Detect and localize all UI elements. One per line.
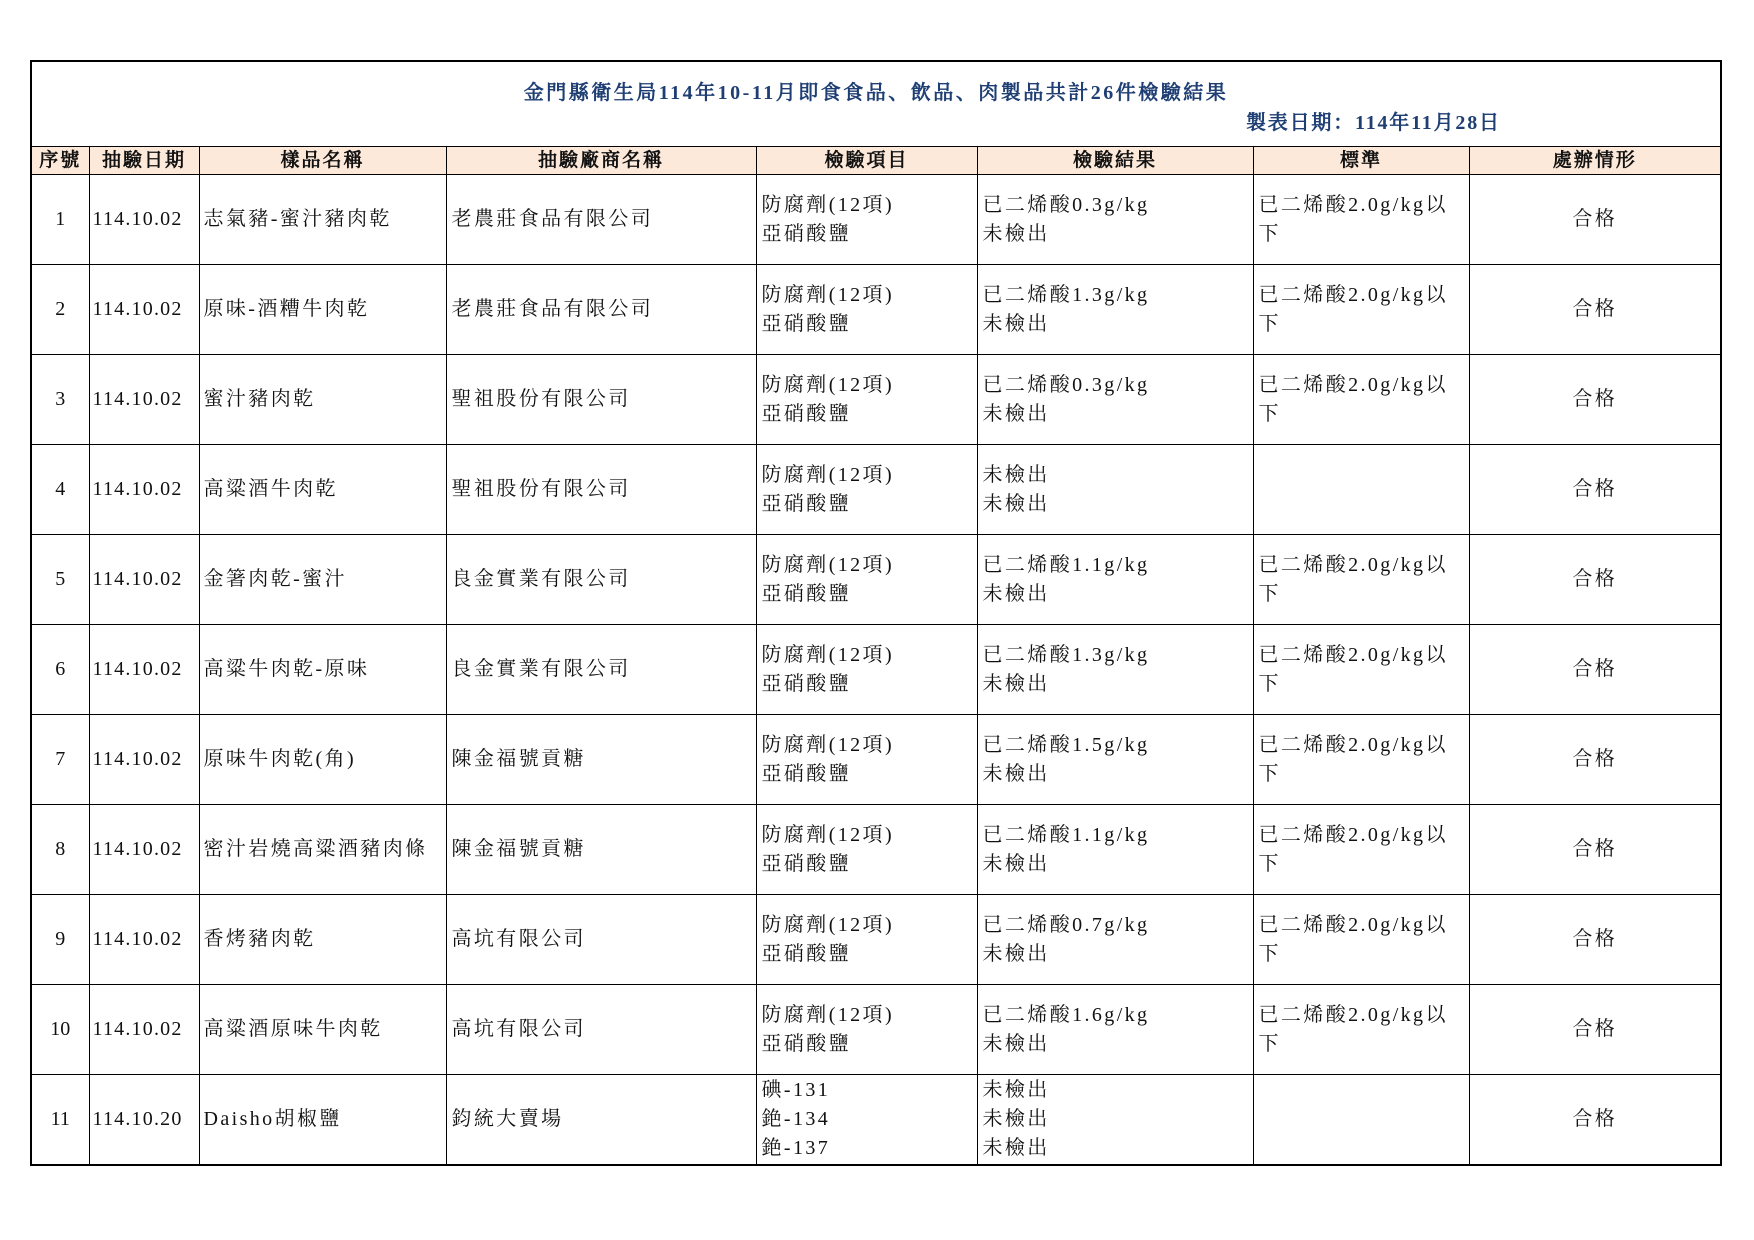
test-item-line: 亞硝酸鹽 — [761, 762, 852, 785]
cell-inspection-date: 114.10.02 — [89, 625, 199, 715]
cell-status: 合格 — [1469, 985, 1721, 1075]
cell-serial-no: 5 — [31, 535, 89, 625]
test-result-line: 未檢出 — [982, 852, 1050, 875]
test-result-line: 未檢出 — [982, 762, 1050, 785]
cell-serial-no: 3 — [31, 355, 89, 445]
cell-standard: 已二烯酸2.0g/kg以下 — [1253, 805, 1469, 895]
test-result-line: 未檢出 — [982, 463, 1050, 486]
test-result-line: 已二烯酸0.3g/kg — [982, 373, 1150, 396]
cell-sample-name: 高粱牛肉乾-原味 — [199, 625, 446, 715]
cell-status: 合格 — [1469, 805, 1721, 895]
cell-vendor-name: 老農莊食品有限公司 — [446, 175, 756, 265]
cell-vendor-name: 聖祖股份有限公司 — [446, 355, 756, 445]
test-item-line: 防腐劑(12項) — [761, 193, 895, 216]
cell-inspection-date: 114.10.02 — [89, 895, 199, 985]
table-row — [31, 985, 1721, 1075]
cell-standard: 已二烯酸2.0g/kg以下 — [1253, 895, 1469, 985]
table-row — [31, 265, 1721, 355]
cell-status: 合格 — [1469, 895, 1721, 985]
cell-vendor-name: 良金實業有限公司 — [446, 535, 756, 625]
cell-test-results — [977, 625, 1253, 715]
cell-test-items — [756, 985, 977, 1075]
cell-standard — [1253, 445, 1469, 535]
test-item-line: 亞硝酸鹽 — [761, 492, 852, 515]
table-row — [31, 175, 1721, 265]
cell-serial-no: 6 — [31, 625, 89, 715]
test-result-line: 未檢出 — [982, 672, 1050, 695]
cell-serial-no: 11 — [31, 1075, 89, 1166]
cell-vendor-name: 鈞統大賣場 — [446, 1075, 756, 1166]
cell-serial-no: 1 — [31, 175, 89, 265]
cell-test-results — [977, 265, 1253, 355]
cell-vendor-name: 聖祖股份有限公司 — [446, 445, 756, 535]
cell-sample-name: Daisho胡椒鹽 — [199, 1075, 446, 1166]
test-item-line: 防腐劑(12項) — [761, 553, 895, 576]
cell-sample-name: 志氣豬-蜜汁豬肉乾 — [199, 175, 446, 265]
cell-test-results — [977, 535, 1253, 625]
test-result-line: 已二烯酸1.6g/kg — [982, 1003, 1150, 1026]
cell-standard: 已二烯酸2.0g/kg以下 — [1253, 535, 1469, 625]
cell-standard: 已二烯酸2.0g/kg以下 — [1253, 265, 1469, 355]
cell-test-items — [756, 895, 977, 985]
test-item-line: 亞硝酸鹽 — [761, 402, 852, 425]
table-row — [31, 715, 1721, 805]
table-row — [31, 805, 1721, 895]
test-result-line: 未檢出 — [982, 402, 1050, 425]
test-item-line: 防腐劑(12項) — [761, 1003, 895, 1026]
table-row — [31, 1075, 1721, 1166]
cell-test-results — [977, 805, 1253, 895]
cell-vendor-name: 陳金福號貢糖 — [446, 805, 756, 895]
cell-status: 合格 — [1469, 625, 1721, 715]
cell-sample-name: 高粱酒原味牛肉乾 — [199, 985, 446, 1075]
cell-serial-no: 7 — [31, 715, 89, 805]
test-item-line: 亞硝酸鹽 — [761, 1032, 852, 1055]
title-area — [32, 62, 1720, 146]
cell-standard: 已二烯酸2.0g/kg以下 — [1253, 985, 1469, 1075]
test-item-line: 防腐劑(12項) — [761, 913, 895, 936]
test-item-line: 亞硝酸鹽 — [761, 222, 852, 245]
cell-standard — [1253, 1075, 1469, 1166]
cell-test-results — [977, 895, 1253, 985]
title-row — [31, 61, 1721, 147]
cell-serial-no: 4 — [31, 445, 89, 535]
cell-standard: 已二烯酸2.0g/kg以下 — [1253, 715, 1469, 805]
column-header-status: 處辦情形 — [1469, 147, 1721, 175]
cell-standard: 已二烯酸2.0g/kg以下 — [1253, 625, 1469, 715]
column-header-vendor: 抽驗廠商名稱 — [446, 147, 756, 175]
cell-sample-name: 香烤豬肉乾 — [199, 895, 446, 985]
cell-status: 合格 — [1469, 265, 1721, 355]
cell-inspection-date: 114.10.02 — [89, 445, 199, 535]
cell-standard: 已二烯酸2.0g/kg以下 — [1253, 175, 1469, 265]
test-item-line: 銫-137 — [761, 1137, 831, 1159]
cell-status: 合格 — [1469, 355, 1721, 445]
cell-inspection-date: 114.10.02 — [89, 535, 199, 625]
cell-serial-no: 10 — [31, 985, 89, 1075]
test-result-line: 未檢出 — [982, 222, 1050, 245]
test-item-line: 亞硝酸鹽 — [761, 582, 852, 605]
test-result-line: 未檢出 — [982, 942, 1050, 965]
cell-serial-no: 9 — [31, 895, 89, 985]
cell-test-items — [756, 535, 977, 625]
test-result-line: 已二烯酸0.7g/kg — [982, 913, 1150, 936]
test-result-line: 未檢出 — [982, 312, 1050, 335]
cell-inspection-date: 114.10.02 — [89, 805, 199, 895]
test-item-line: 防腐劑(12項) — [761, 643, 895, 666]
cell-test-results — [977, 175, 1253, 265]
cell-test-results — [977, 985, 1253, 1075]
document-title: 金門縣衛生局114年10-11月即食食品、飲品、肉製品共計26件檢驗結果 — [523, 82, 1229, 104]
test-result-line: 未檢出 — [982, 1108, 1050, 1130]
cell-status: 合格 — [1469, 445, 1721, 535]
cell-sample-name: 蜜汁豬肉乾 — [199, 355, 446, 445]
cell-vendor-name: 老農莊食品有限公司 — [446, 265, 756, 355]
test-item-line: 防腐劑(12項) — [761, 283, 895, 306]
test-result-line: 已二烯酸1.1g/kg — [982, 553, 1150, 576]
cell-test-items — [756, 1075, 977, 1166]
cell-status: 合格 — [1469, 175, 1721, 265]
column-header-items: 檢驗項目 — [756, 147, 977, 175]
test-result-line: 已二烯酸0.3g/kg — [982, 193, 1150, 216]
column-header-sample: 樣品名稱 — [199, 147, 446, 175]
test-item-line: 防腐劑(12項) — [761, 823, 895, 846]
column-header-date: 抽驗日期 — [89, 147, 199, 175]
cell-inspection-date: 114.10.20 — [89, 1075, 199, 1166]
cell-test-items — [756, 715, 977, 805]
table-row — [31, 895, 1721, 985]
test-item-line: 亞硝酸鹽 — [761, 942, 852, 965]
cell-test-results — [977, 715, 1253, 805]
test-result-line: 未檢出 — [982, 582, 1050, 605]
cell-test-items — [756, 445, 977, 535]
cell-test-items — [756, 175, 977, 265]
test-item-line: 防腐劑(12項) — [761, 373, 895, 396]
cell-sample-name: 原味牛肉乾(角) — [199, 715, 446, 805]
column-header-standard: 標準 — [1253, 147, 1469, 175]
report-sheet — [30, 60, 1720, 1166]
cell-sample-name: 原味-酒糟牛肉乾 — [199, 265, 446, 355]
cell-test-results — [977, 1075, 1253, 1166]
column-header-no: 序號 — [31, 147, 89, 175]
test-item-line: 防腐劑(12項) — [761, 463, 895, 486]
test-result-line: 已二烯酸1.5g/kg — [982, 733, 1150, 756]
table-body — [31, 175, 1721, 1166]
cell-test-items — [756, 265, 977, 355]
report-date: 製表日期：114年11月28日 — [1246, 112, 1501, 134]
title-cell — [31, 61, 1721, 147]
cell-inspection-date: 114.10.02 — [89, 985, 199, 1075]
test-result-line: 未檢出 — [982, 1032, 1050, 1055]
test-result-line: 已二烯酸1.3g/kg — [982, 283, 1150, 306]
cell-serial-no: 8 — [31, 805, 89, 895]
cell-test-items — [756, 805, 977, 895]
cell-vendor-name: 良金實業有限公司 — [446, 625, 756, 715]
cell-test-results — [977, 445, 1253, 535]
column-header-results: 檢驗結果 — [977, 147, 1253, 175]
table-row — [31, 445, 1721, 535]
test-item-line: 防腐劑(12項) — [761, 733, 895, 756]
test-result-line: 已二烯酸1.1g/kg — [982, 823, 1150, 846]
cell-serial-no: 2 — [31, 265, 89, 355]
cell-status: 合格 — [1469, 715, 1721, 805]
cell-inspection-date: 114.10.02 — [89, 175, 199, 265]
test-result-line: 未檢出 — [982, 1079, 1050, 1101]
table-row — [31, 355, 1721, 445]
cell-vendor-name: 陳金福號貢糖 — [446, 715, 756, 805]
test-item-line: 亞硝酸鹽 — [761, 672, 852, 695]
cell-test-items — [756, 355, 977, 445]
column-header-row — [31, 147, 1721, 175]
test-item-line: 亞硝酸鹽 — [761, 312, 852, 335]
cell-sample-name: 金箸肉乾-蜜汁 — [199, 535, 446, 625]
test-result-line: 未檢出 — [982, 1137, 1050, 1159]
cell-status: 合格 — [1469, 1075, 1721, 1166]
cell-test-items — [756, 625, 977, 715]
cell-vendor-name: 高坑有限公司 — [446, 895, 756, 985]
cell-inspection-date: 114.10.02 — [89, 715, 199, 805]
cell-standard: 已二烯酸2.0g/kg以下 — [1253, 355, 1469, 445]
test-result-line: 已二烯酸1.3g/kg — [982, 643, 1150, 666]
test-result-line: 未檢出 — [982, 492, 1050, 515]
cell-vendor-name: 高坑有限公司 — [446, 985, 756, 1075]
cell-sample-name: 密汁岩燒高粱酒豬肉條 — [199, 805, 446, 895]
table-row — [31, 625, 1721, 715]
test-item-line: 亞硝酸鹽 — [761, 852, 852, 875]
cell-inspection-date: 114.10.02 — [89, 265, 199, 355]
test-item-line: 碘-131 — [761, 1079, 831, 1101]
cell-inspection-date: 114.10.02 — [89, 355, 199, 445]
cell-sample-name: 高粱酒牛肉乾 — [199, 445, 446, 535]
inspection-results-table — [30, 60, 1722, 1166]
test-item-line: 銫-134 — [761, 1108, 831, 1130]
cell-test-results — [977, 355, 1253, 445]
table-row — [31, 535, 1721, 625]
cell-status: 合格 — [1469, 535, 1721, 625]
